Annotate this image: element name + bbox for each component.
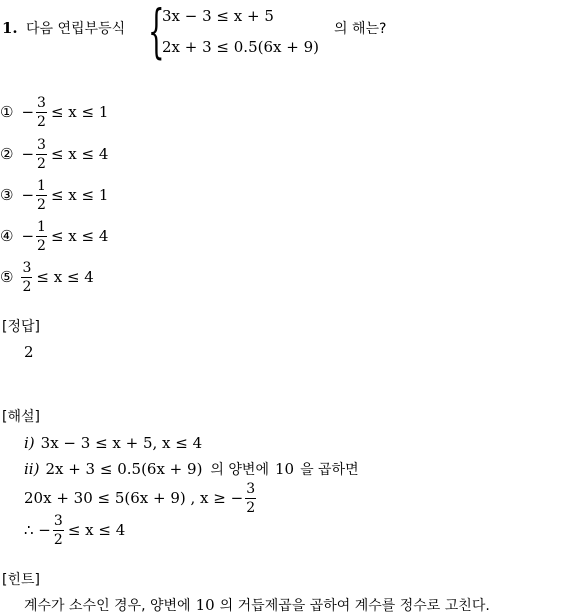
step-text: 을 곱하면 [300, 461, 359, 478]
step-fraction [53, 514, 64, 547]
system-line-2: 2x + 3 ≤ 0.5(6x + 9) [162, 38, 319, 56]
option-inequality: ≤ x ≤ 1 [50, 103, 109, 121]
fraction-numerator: 3 [22, 260, 32, 276]
system-line-1: 3x − 3 ≤ x + 5 [162, 7, 274, 25]
fraction-denominator: 2 [22, 279, 32, 295]
option-1[interactable] [0, 96, 108, 129]
question-number: 1. [2, 19, 18, 37]
fraction-denominator: 2 [37, 156, 46, 172]
explanation-line-4 [24, 514, 125, 547]
answer-heading: [정답] [2, 319, 40, 335]
question-suffix: 의 해는? [334, 21, 387, 37]
hint-text [24, 598, 490, 613]
option-inequality: ≤ x ≤ 4 [50, 145, 109, 163]
fraction-denominator: 2 [37, 114, 46, 130]
option-fraction [36, 138, 47, 171]
step-label: ii) [24, 460, 40, 478]
explanation-line-1 [24, 436, 202, 451]
option-marker: ③ [0, 186, 14, 204]
hint-heading: [힌트] [2, 572, 40, 588]
question-prefix: 다음 연립부등식 [26, 21, 126, 37]
option-inequality: ≤ x ≤ 1 [50, 186, 109, 204]
fraction-denominator: 2 [246, 500, 256, 516]
step-math: ≤ x ≤ 4 [67, 521, 126, 539]
step-fraction [245, 482, 256, 515]
fraction-denominator: 2 [37, 197, 46, 213]
option-sign: − [21, 145, 35, 163]
option-fraction [36, 96, 47, 129]
option-inequality: ≤ x ≤ 4 [36, 268, 94, 286]
fraction-numerator: 1 [37, 219, 46, 235]
step-math: ∴ − [24, 521, 51, 539]
option-4[interactable] [0, 220, 108, 253]
fraction-numerator: 3 [37, 137, 46, 153]
option-marker: ① [0, 103, 14, 121]
option-fraction [21, 261, 32, 294]
system-brace: { [148, 0, 165, 65]
explanation-line-3 [24, 482, 258, 515]
step-text: 의 양변에 [210, 461, 269, 478]
option-sign: − [21, 227, 35, 245]
fraction-denominator: 2 [53, 532, 63, 548]
fraction-numerator: 3 [37, 95, 46, 111]
explanation-heading: [해설] [2, 409, 40, 425]
option-marker: ⑤ [0, 268, 14, 286]
step-math: 20x + 30 ≤ 5(6x + 9) , x ≥ − [24, 489, 244, 507]
hint-text-part: 계수가 소수인 경우, 양변에 [24, 597, 191, 614]
hint-number: 10 [195, 596, 215, 614]
hint-text-part: 의 거듭제곱을 곱하여 계수를 정수로 고친다. [219, 597, 490, 614]
fraction-numerator: 1 [37, 178, 46, 194]
step-number: 10 [274, 460, 295, 478]
option-marker: ④ [0, 227, 14, 245]
fraction-numerator: 3 [53, 513, 63, 529]
option-sign: − [21, 186, 35, 204]
option-marker: ② [0, 145, 14, 163]
option-sign: − [21, 103, 35, 121]
option-fraction [36, 179, 47, 212]
step-label: i) [24, 434, 35, 452]
fraction-numerator: 3 [246, 481, 256, 497]
option-fraction [36, 220, 47, 253]
option-2[interactable] [0, 138, 108, 171]
option-inequality: ≤ x ≤ 4 [50, 227, 109, 245]
option-3[interactable] [0, 179, 108, 212]
explanation-line-2 [24, 462, 359, 477]
answer-value: 2 [24, 343, 34, 361]
step-math: 3x − 3 ≤ x + 5, x ≤ 4 [40, 434, 203, 452]
step-math: 2x + 3 ≤ 0.5(6x + 9) [45, 460, 203, 478]
option-5[interactable] [0, 261, 94, 294]
fraction-denominator: 2 [37, 238, 46, 254]
